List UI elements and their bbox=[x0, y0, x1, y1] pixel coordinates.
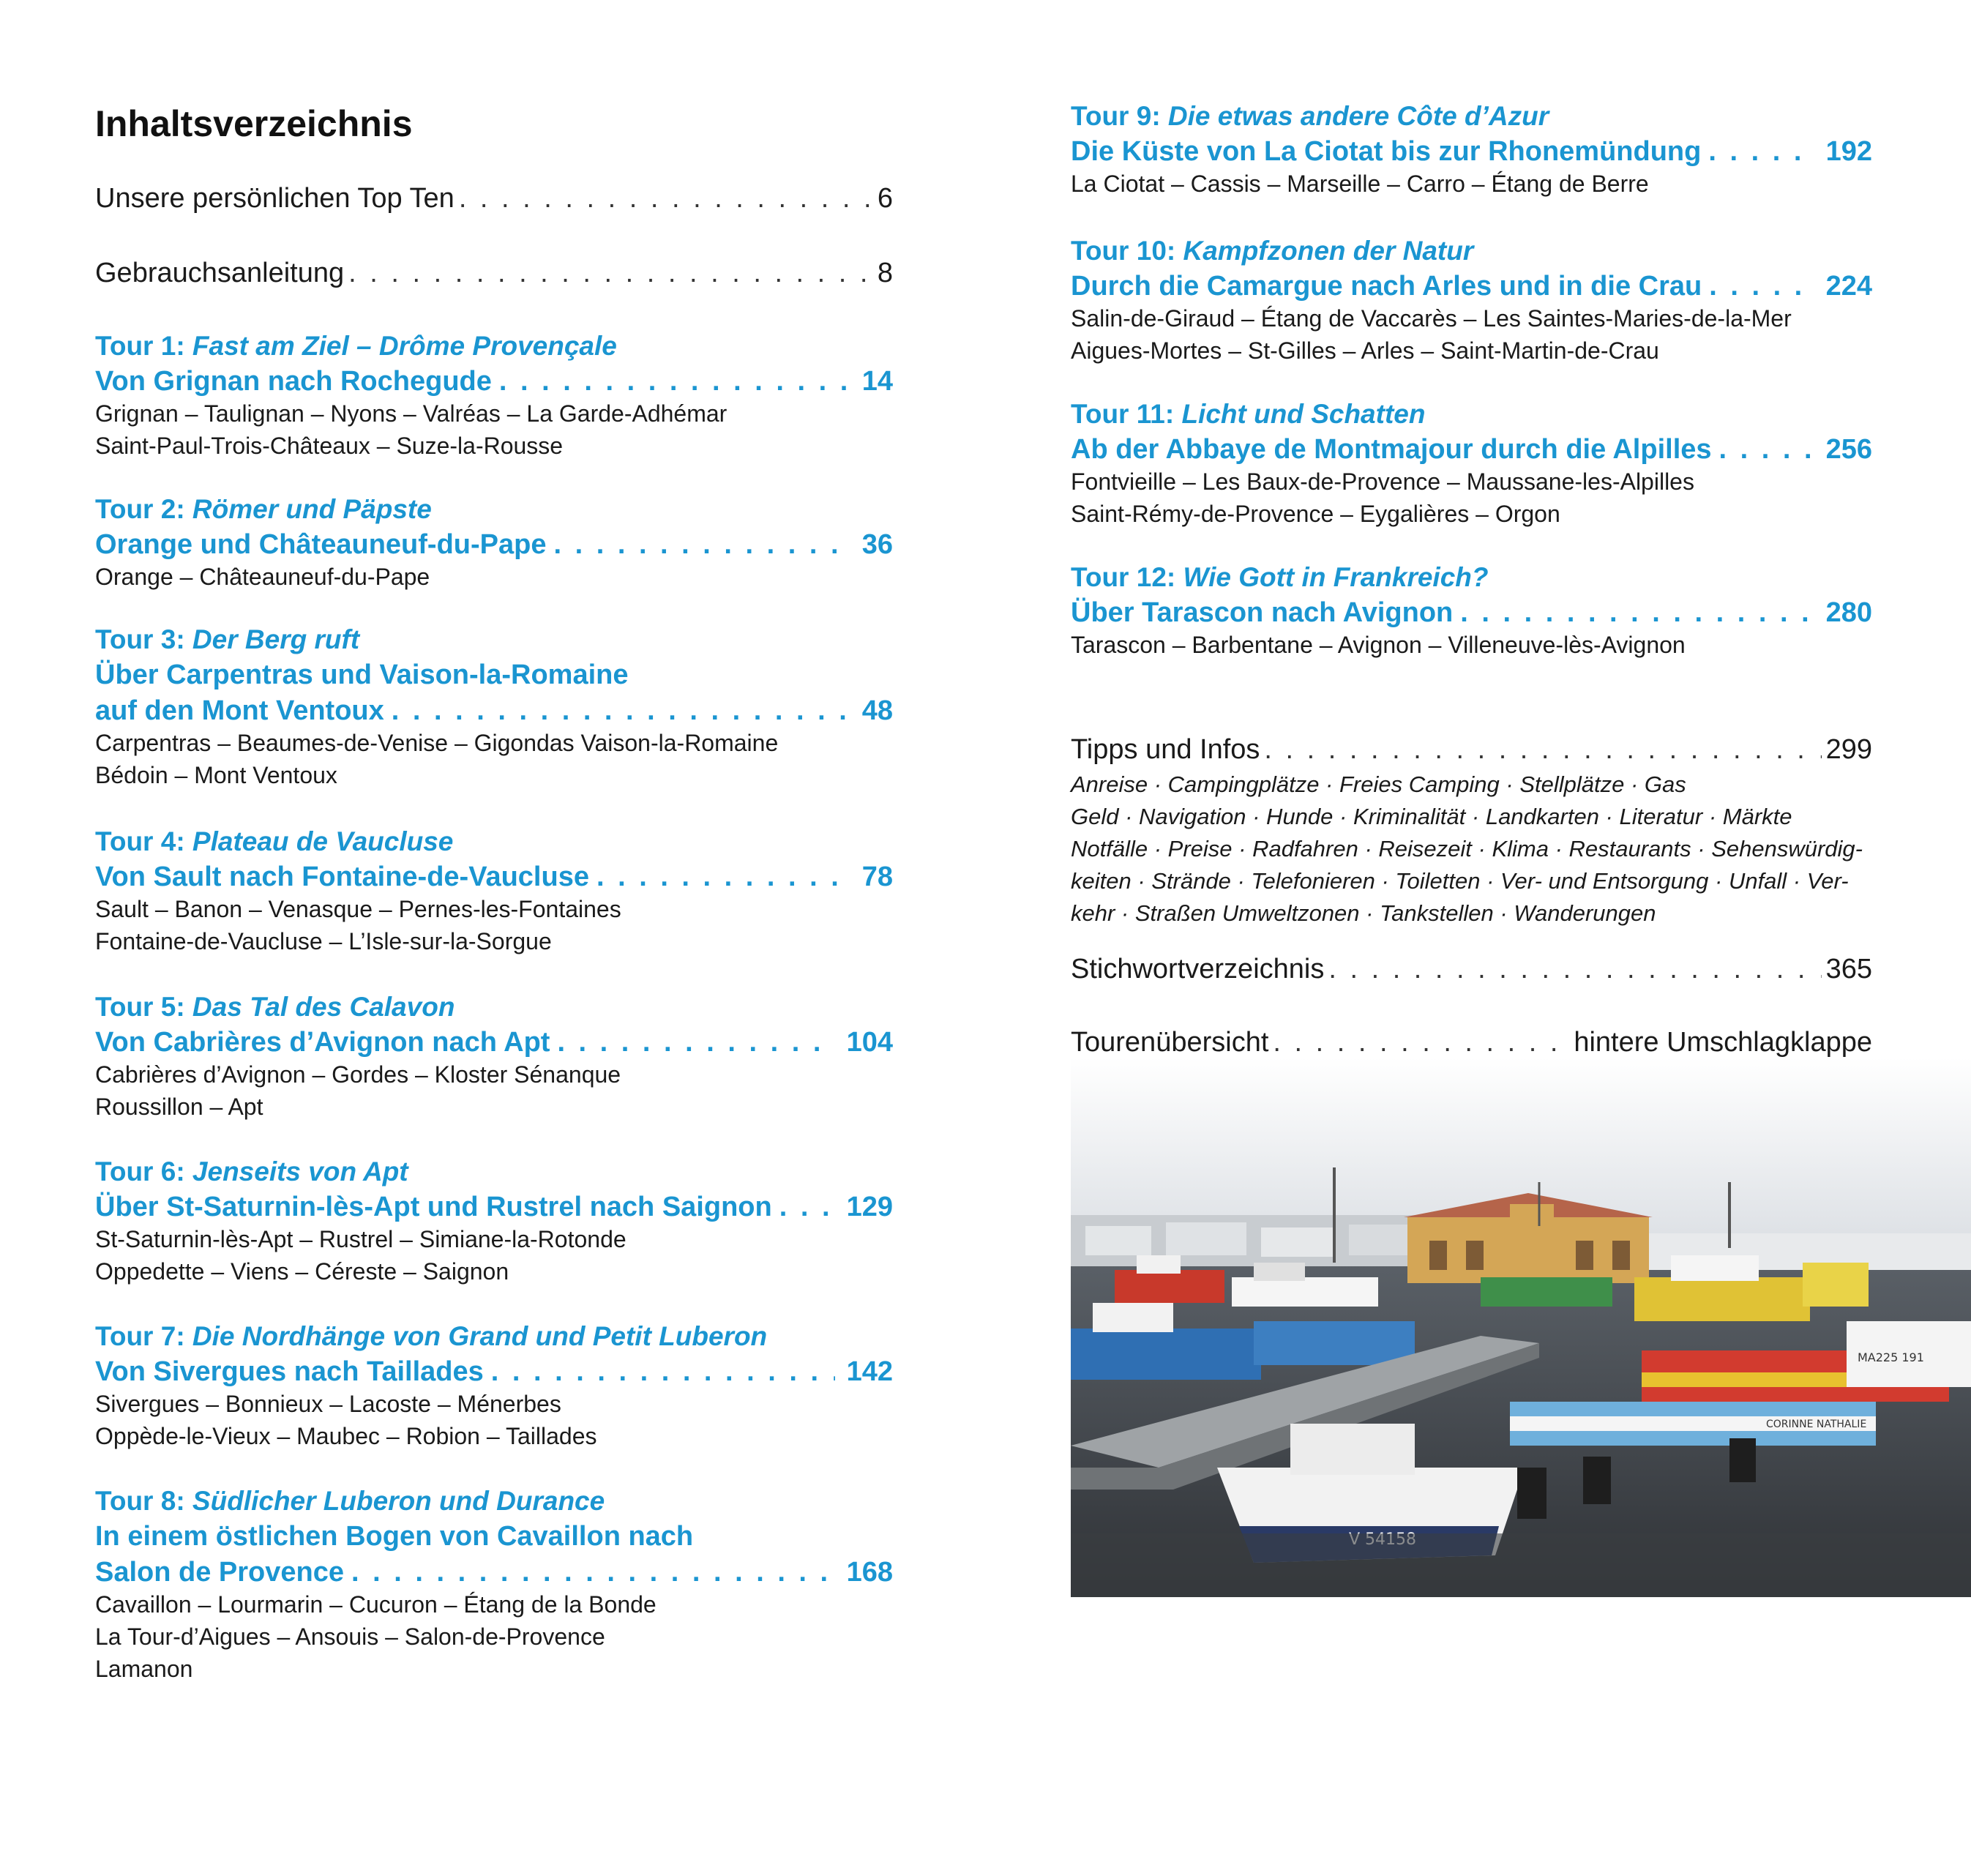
place-list: Oppedette – Viens – Céreste – Saignon bbox=[95, 1258, 509, 1285]
tour-header: Tour 12: Wie Gott in Frankreich? bbox=[1071, 562, 1489, 592]
toc-entry-stichwort[interactable] bbox=[1071, 954, 1872, 985]
leader-dots bbox=[499, 366, 850, 397]
tour-12-entry[interactable] bbox=[1071, 562, 1872, 661]
place-list: Oppède-le-Vieux – Maubec – Robion – Taillades bbox=[95, 1423, 597, 1449]
entry-label: Stichwortverzeichnis bbox=[1071, 954, 1325, 984]
place-list: St-Saturnin-lès-Apt – Rustrel – Simiane-la-Rotonde bbox=[95, 1226, 627, 1252]
entry-page: 365 bbox=[1825, 954, 1872, 984]
place-list: Saint-Paul-Trois-Châteaux – Suze-la-Rousse bbox=[95, 433, 564, 459]
boat-white bbox=[1232, 1277, 1378, 1307]
toc-entry-gebrauchsanleitung[interactable] bbox=[95, 258, 893, 289]
tour-title[interactable]: Die Küste von La Ciotat bis zur Rhonemündung . . . 192 bbox=[1071, 136, 1872, 168]
tour-header: Tour 9: Die etwas andere Côte d’Azur bbox=[1071, 101, 1549, 131]
entry-label: Unsere persönlichen Top Ten bbox=[95, 183, 455, 214]
entry-page: hintere Umschlagklappe bbox=[1574, 1027, 1872, 1058]
leader-dots bbox=[1328, 954, 1821, 985]
tipps-topic-line: Geld · Navigation · Hunde · Kriminalität · Landkarten · Literatur · Märkte bbox=[1071, 804, 1792, 829]
toc-entry-tourenuebersicht[interactable] bbox=[1071, 1027, 1872, 1058]
place-list: Grignan – Taulignan – Nyons – Valréas – La Garde-Adhémar bbox=[95, 400, 728, 427]
boat-blue-left bbox=[1071, 1328, 1261, 1380]
leader-dots bbox=[1709, 271, 1814, 302]
tipps-topic-line: keiten · Strände · Telefonieren · Toiletten · Ver- und Entsorgung · Unfall · Ver- bbox=[1071, 868, 1849, 894]
place-list: Fontaine-de-Vaucluse – L’Isle-sur-la-Sorgue bbox=[95, 928, 552, 954]
tour-5-entry[interactable] bbox=[95, 992, 893, 1123]
leader-dots bbox=[779, 1192, 835, 1223]
leader-dots bbox=[1719, 434, 1814, 466]
tour-header: Tour 4: Plateau de Vaucluse bbox=[95, 826, 454, 856]
tour-header: Tour 5: Das Tal des Calavon bbox=[95, 992, 455, 1022]
tour-title[interactable]: Über Tarascon nach Avignon . . . 280 bbox=[1071, 597, 1872, 629]
tour-title[interactable]: Durch die Camargue nach Arles und in die Crau . . . 224 bbox=[1071, 271, 1872, 302]
leader-dots bbox=[596, 862, 850, 893]
outboard-motor bbox=[1517, 1468, 1546, 1519]
boat-number: MA225 191 bbox=[1858, 1350, 1924, 1364]
boat-green bbox=[1481, 1277, 1612, 1307]
harbour-illustration bbox=[1071, 1058, 1971, 1597]
boat-name: CORINNE NATHALIE bbox=[1766, 1419, 1867, 1430]
tour-11-entry[interactable] bbox=[1071, 399, 1872, 530]
place-list: Saint-Rémy-de-Provence – Eygalières – Orgon bbox=[1071, 501, 1560, 527]
harbour-photo bbox=[1071, 1058, 1971, 1597]
tour-7-entry[interactable] bbox=[95, 1321, 893, 1452]
place-list: Tarascon – Barbentane – Avignon – Villeneuve-lès-Avignon bbox=[1071, 632, 1686, 658]
leader-dots bbox=[1708, 136, 1814, 168]
toc-entry-top-ten[interactable] bbox=[95, 183, 893, 214]
tour-2-entry[interactable] bbox=[95, 494, 893, 593]
tour-header: Tour 10: Kampfzonen der Natur bbox=[1071, 236, 1474, 266]
tour-title-line[interactable]: In einem östlichen Bogen von Cavaillon nach bbox=[95, 1521, 694, 1552]
tour-4-entry[interactable] bbox=[95, 826, 893, 957]
tipps-topic-line: Notfälle · Preise · Radfahren · Reisezeit · Klima · Restaurants · Sehenswürdig- bbox=[1071, 836, 1863, 862]
entry-page: 299 bbox=[1825, 734, 1872, 765]
tour-title-line[interactable]: Über Carpentras und Vaison-la-Romaine bbox=[95, 659, 629, 690]
tour-header: Tour 2: Römer und Päpste bbox=[95, 494, 432, 524]
tour-3-entry[interactable] bbox=[95, 624, 893, 791]
tour-title[interactable]: Von Sivergues nach Taillades . . . 142 bbox=[95, 1356, 893, 1388]
leader-dots bbox=[348, 258, 873, 289]
tour-header: Tour 6: Jenseits von Apt bbox=[95, 1156, 408, 1186]
place-list: Cabrières d’Avignon – Gordes – Kloster Sénanque bbox=[95, 1061, 621, 1088]
tour-title[interactable]: auf den Mont Ventoux . . . 48 bbox=[95, 695, 893, 727]
place-list: La Ciotat – Cassis – Marseille – Carro – Étang de Berre bbox=[1071, 171, 1649, 197]
place-list: Sault – Banon – Venasque – Pernes-les-Fontaines bbox=[95, 896, 621, 922]
tour-header: Tour 8: Südlicher Luberon und Durance bbox=[95, 1486, 605, 1516]
tipps-topic-list bbox=[1071, 769, 1872, 930]
place-list: Carpentras – Beaumes-de-Venise – Gigondas Vaison-la-Romaine bbox=[95, 730, 779, 756]
toc-entry-tipps[interactable] bbox=[1071, 734, 1872, 766]
tour-10-entry[interactable] bbox=[1071, 236, 1872, 367]
leader-dots bbox=[557, 1027, 834, 1058]
place-list: Orange – Châteauneuf-du-Pape bbox=[95, 564, 430, 590]
boat-yellow bbox=[1634, 1277, 1810, 1321]
entry-page: 6 bbox=[877, 183, 893, 214]
place-list: Sivergues – Bonnieux – Lacoste – Ménerbes bbox=[95, 1391, 561, 1417]
tour-header: Tour 3: Der Berg ruft bbox=[95, 624, 360, 654]
page-title: Inhaltsverzeichnis bbox=[95, 103, 413, 144]
place-list: Cavaillon – Lourmarin – Cucuron – Étang de la Bonde bbox=[95, 1591, 657, 1618]
tour-title[interactable]: Orange und Châteauneuf-du-Pape . . . 36 bbox=[95, 529, 893, 561]
tour-1-entry[interactable] bbox=[95, 331, 893, 462]
tipps-topic-line: kehr · Straßen Umweltzonen · Tankstellen · Wanderungen bbox=[1071, 900, 1656, 926]
place-list: Bédoin – Mont Ventoux bbox=[95, 762, 337, 788]
leader-dots bbox=[1460, 597, 1814, 629]
tour-6-entry[interactable] bbox=[95, 1156, 893, 1288]
entry-label: Tourenübersicht bbox=[1071, 1027, 1269, 1058]
tour-title[interactable]: Salon de Provence . . . 168 bbox=[95, 1557, 893, 1588]
leader-dots bbox=[459, 183, 873, 214]
place-list: Salin-de-Giraud – Étang de Vaccarès – Les Saintes-Maries-de-la-Mer bbox=[1071, 305, 1792, 332]
tour-9-entry[interactable] bbox=[1071, 101, 1872, 200]
place-list: Aigues-Mortes – St-Gilles – Arles – Saint-Martin-de-Crau bbox=[1071, 337, 1659, 364]
tour-header: Tour 1: Fast am Ziel – Drôme Provençale bbox=[95, 331, 617, 361]
tour-header: Tour 11: Licht und Schatten bbox=[1071, 399, 1426, 429]
tour-title[interactable]: Über St-Saturnin-lès-Apt und Rustrel nach Saignon . . . 129 bbox=[95, 1192, 893, 1223]
tipps-topic-line: Anreise · Campingplätze · Freies Camping · Stellplätze · Gas bbox=[1071, 771, 1686, 797]
entry-label: Gebrauchsanleitung bbox=[95, 258, 345, 288]
tour-title[interactable]: Von Grignan nach Rochegude . . . 14 bbox=[95, 366, 893, 397]
entry-page: 8 bbox=[877, 258, 893, 288]
leader-dots bbox=[491, 1356, 835, 1388]
leader-dots bbox=[553, 529, 850, 561]
place-list: La Tour-d’Aigues – Ansouis – Salon-de-Provence bbox=[95, 1623, 605, 1650]
boat-blue-center bbox=[1254, 1321, 1415, 1365]
tour-title[interactable]: Von Sault nach Fontaine-de-Vaucluse . . . 78 bbox=[95, 862, 893, 893]
place-list: Fontvieille – Les Baux-de-Provence – Maussane-les-Alpilles bbox=[1071, 468, 1694, 495]
leader-dots bbox=[1273, 1027, 1569, 1058]
entry-label: Tipps und Infos bbox=[1071, 734, 1260, 765]
boat-red bbox=[1115, 1270, 1224, 1303]
tour-header: Tour 7: Die Nordhänge von Grand und Petit Luberon bbox=[95, 1321, 768, 1351]
tour-8-entry[interactable] bbox=[95, 1486, 893, 1685]
leader-dots bbox=[392, 695, 850, 727]
leader-dots bbox=[1264, 734, 1821, 766]
tour-title[interactable]: Von Cabrières d’Avignon nach Apt . . . 104 bbox=[95, 1027, 893, 1058]
tour-title[interactable]: Ab der Abbaye de Montmajour durch die Alpilles . . . 256 bbox=[1071, 434, 1872, 466]
leader-dots bbox=[351, 1557, 835, 1588]
place-list: Lamanon bbox=[95, 1656, 193, 1682]
place-list: Roussillon – Apt bbox=[95, 1094, 263, 1120]
